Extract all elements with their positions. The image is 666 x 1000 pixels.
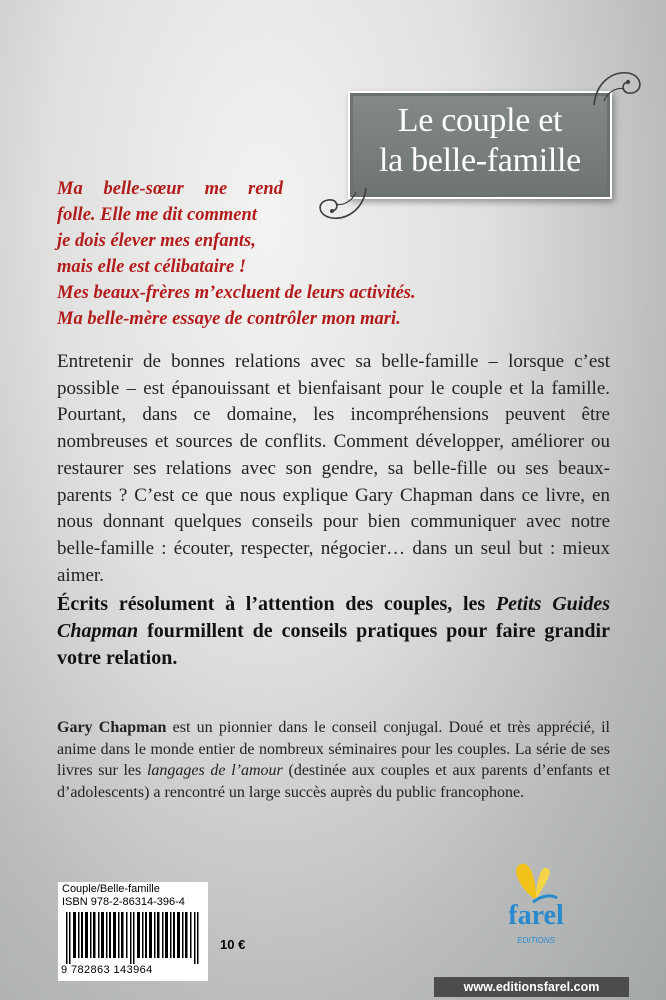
quote-word: belle-sœur xyxy=(103,179,184,199)
barcode-number: 9 782863 143964 xyxy=(61,964,153,976)
quote-word: rend xyxy=(248,179,283,199)
quote-word: Ma xyxy=(57,179,83,199)
publisher-logo xyxy=(481,860,591,960)
barcode-box xyxy=(58,882,208,981)
quote-line-2: folle. Elle me dit comment xyxy=(57,205,257,225)
barcode-bars-icon xyxy=(66,912,200,964)
series-name: Petits Guides Chapman xyxy=(57,593,610,642)
publisher-name: farel xyxy=(508,900,564,931)
butterfly-icon xyxy=(481,860,591,904)
quote-line-4: mais elle est célibataire ! xyxy=(57,257,247,277)
quote-block xyxy=(57,176,577,332)
series-text-after: fourmillent de conseils pratiques pour faire grandir votre relation. xyxy=(57,620,610,669)
author-name: Gary Chapman xyxy=(57,719,167,736)
publisher-sub: EDITIONS xyxy=(517,936,555,945)
description-paragraph: Entretenir de bonnes relations avec sa belle-famille – lorsque c’est possible – est épanouissant et bienfaisant pour le couple et la famille. Pourtant, dans ce domaine, les incompréhensions peuvent être nombreuses et sources de conflits. Comment développer, améliorer ou restaurer ses relations avec son gendre, sa belle-fille ou ses beaux-parents ? C’est ce que nous explique Gary Chapman dans ce livre, en nous donnant quelques conseils pour bien communiquer avec notre belle-famille : écouter, respecter, négocier… dans un seul but : mieux aimer. xyxy=(57,351,610,586)
series-paragraph xyxy=(57,591,610,672)
bio-text-2: (destinée aux couples et aux parents d’enfants et d’adolescents) a rencontré un large succès auprès du public francophone. xyxy=(57,762,611,801)
quote-line-5: Mes beaux-frères m’excluent de leurs activités. xyxy=(57,283,416,303)
quote-line-3: je dois élever mes enfants, xyxy=(57,231,256,251)
title-line-2: la belle-famille xyxy=(379,142,581,179)
bio-series-title: langages de l’amour xyxy=(146,762,283,779)
barcode-isbn: ISBN 978-2-86314-396-4 xyxy=(62,896,185,908)
swirl-ornament-top-icon xyxy=(590,65,648,107)
publisher-website[interactable]: www.editionsfarel.com xyxy=(434,977,629,997)
series-text-before: Écrits résolument à l’attention des couples, les xyxy=(57,593,496,615)
quote-word: me xyxy=(204,179,228,199)
title-line-1: Le couple et xyxy=(397,102,563,139)
author-bio xyxy=(57,717,610,803)
barcode-category: Couple/Belle-famille xyxy=(62,883,160,895)
bio-text-1: est un pionnier dans le conseil conjugal. Doué et très apprécié, il anime dans le monde entier de nombreux séminaires pour les couples. La série de ses livres sur les xyxy=(57,719,611,779)
quote-line-1 xyxy=(57,176,283,202)
price: 10 € xyxy=(220,937,246,952)
quote-line-6: Ma belle-mère essaye de contrôler mon mari. xyxy=(57,309,401,329)
